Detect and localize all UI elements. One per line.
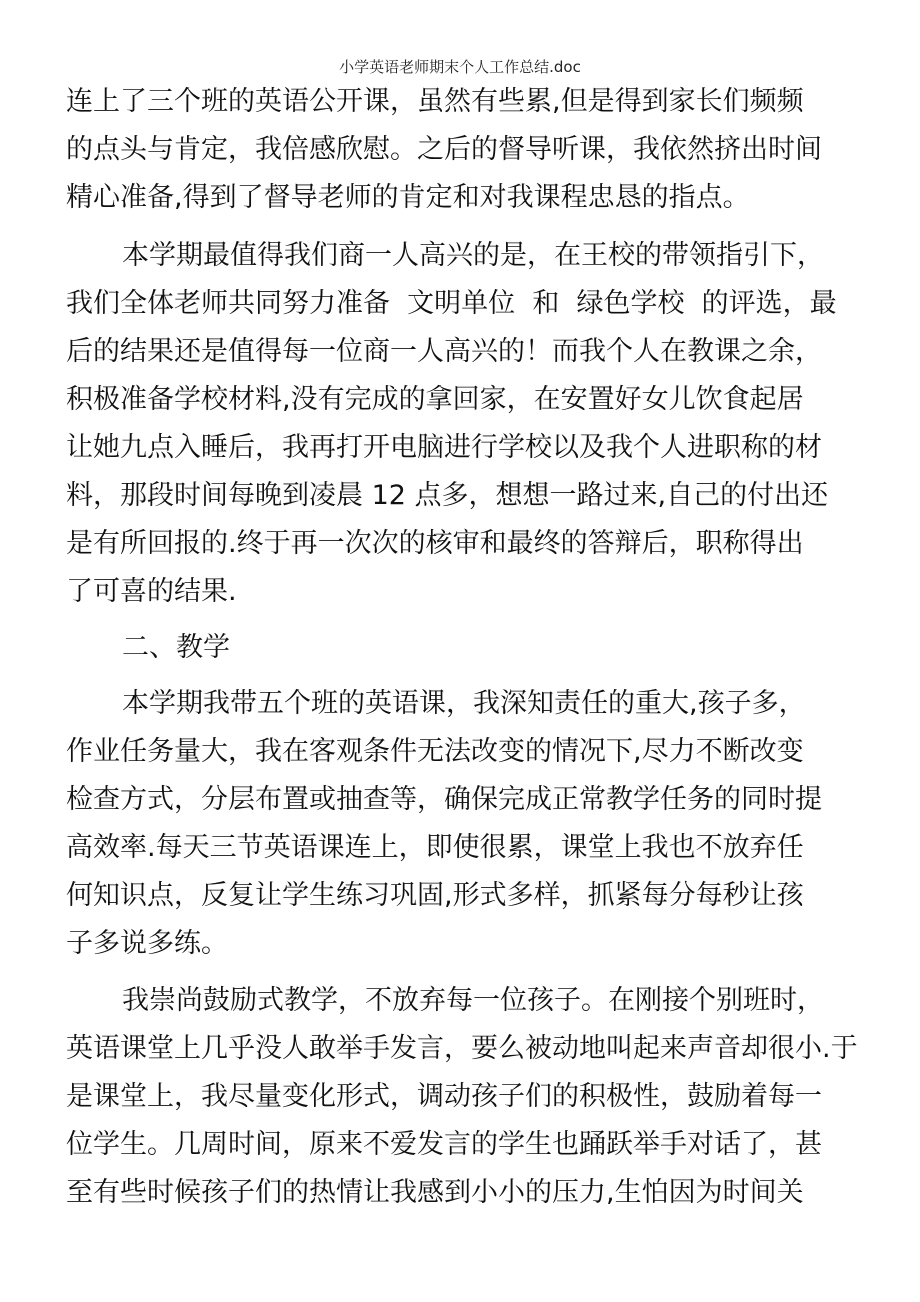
text-line: 我们全体老师共同努力准备 文明单位 和 绿色学校 的评选，最 — [66, 288, 837, 319]
text-line: 让她九点入睡后，我再打开电脑进行学校以及我个人进职称的材 — [66, 432, 822, 463]
text-line: 子多说多练。 — [66, 928, 228, 959]
text-line: 连上了三个班的英语公开课，虽然有些累,但是得到家长们频频 — [66, 86, 804, 117]
section-heading: 二、教学 — [122, 632, 230, 663]
text-line: 是有所回报的.终于再一次次的核审和最终的答辩后，职称得出 — [66, 528, 804, 559]
text-line: 高效率.每天三节英语课连上，即使很累，课堂上我也不放弃任 — [66, 832, 804, 863]
text-line: 是课堂上，我尽量变化形式，调动孩子们的积极性，鼓励着每一 — [66, 1081, 822, 1112]
text-line: 英语课堂上几乎没人敢举手发言，要么被动地叫起来声音却很小.于 — [66, 1033, 858, 1064]
paragraph-first-line: 我崇尚鼓励式教学，不放弃每一位孩子。在刚接个别班时， — [122, 985, 824, 1016]
paragraph-first-line: 本学期我带五个班的英语课，我深知责任的重大,孩子多， — [122, 688, 806, 719]
text-line: 检查方式，分层布置或抽查等，确保完成正常教学任务的同时提 — [66, 784, 822, 815]
text-line: 何知识点，反复让学生练习巩固,形式多样，抓紧每分每秒让孩 — [66, 880, 804, 911]
text-line: 至有些时候孩子们的热情让我感到小小的压力,生怕因为时间关 — [66, 1177, 804, 1208]
text-line: 积极准备学校材料,没有完成的拿回家，在安置好女儿饮食起居 — [66, 384, 804, 415]
text-line: 位学生。几周时间，原来不爱发言的学生也踊跃举手对话了，甚 — [66, 1129, 822, 1160]
text-line: 料，那段时间每晚到凌晨 12 点多，想想一路过来,自己的付出还 — [66, 480, 829, 511]
paragraph-first-line: 本学期最值得我们商一人高兴的是，在王校的带领指引下， — [122, 240, 824, 271]
text-line: 作业任务量大，我在客观条件无法改变的情况下,尽力不断改变 — [66, 736, 804, 767]
document-header-title: 小学英语老师期末个人工作总结.doc — [339, 58, 581, 76]
text-line: 后的结果还是值得每一位商一人高兴的！而我个人在教课之余， — [66, 336, 822, 367]
text-line: 了可喜的结果. — [66, 576, 237, 607]
text-line: 的点头与肯定，我倍感欣慰。之后的督导听课，我依然挤出时间 — [66, 134, 822, 165]
text-line: 精心准备,得到了督导老师的肯定和对我课程忠恳的指点。 — [66, 182, 750, 213]
